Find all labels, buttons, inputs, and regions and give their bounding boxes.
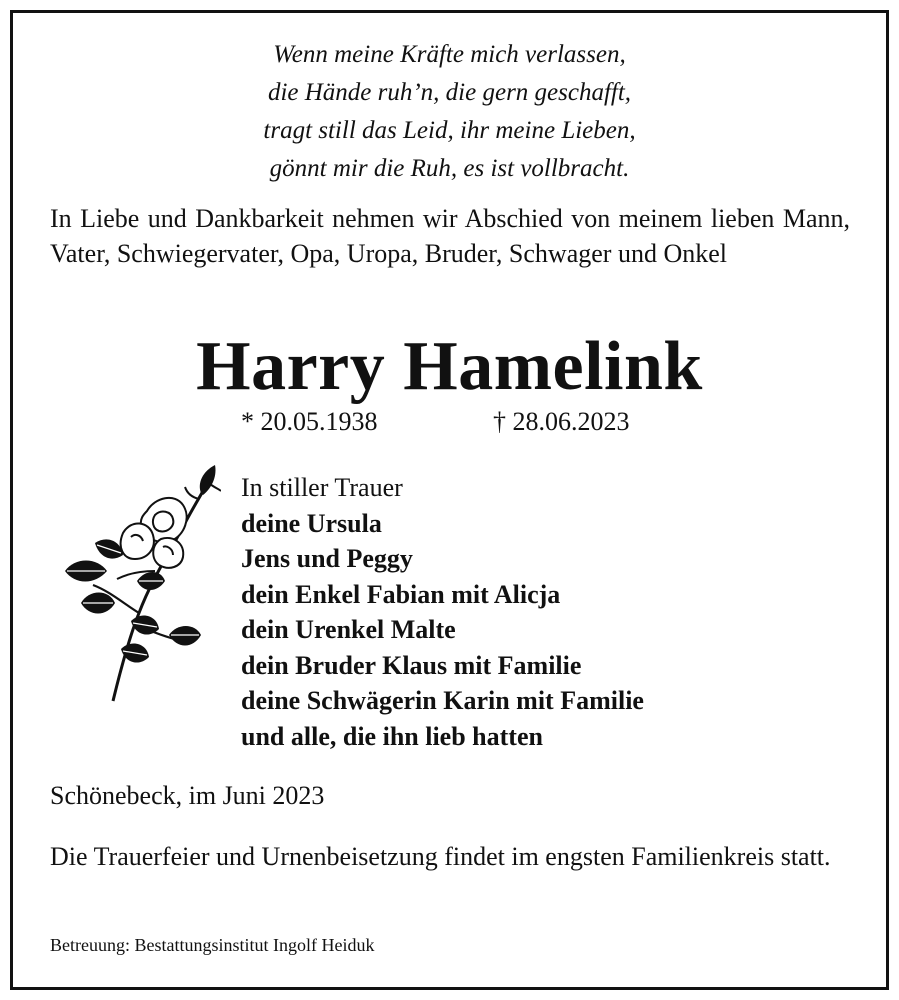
- mourner: dein Urenkel Malte: [241, 615, 456, 644]
- mourner: dein Enkel Fabian mit Alicja: [241, 579, 561, 609]
- obituary-notice: [10, 10, 889, 990]
- death-date: † 28.06.2023: [493, 407, 630, 436]
- mourner: dein Bruder Klaus mit Familie: [241, 650, 582, 680]
- mourners-list: [241, 470, 644, 754]
- poem-line: tragt still das Leid, ihr meine Lieben,: [263, 117, 636, 144]
- mourner: und alle, die ihn lieb hatten: [241, 721, 543, 751]
- mourner: Jens und Peggy: [241, 544, 413, 573]
- farewell-text: In Liebe und Dankbarkeit nehmen wir Abschied von meinem lieben Mann, Vater, Schwiegervater, Opa, Uropa, Bruder, Schwager und Onkel: [50, 204, 850, 268]
- birth-date: * 20.05.1938: [241, 407, 378, 436]
- mourner: deine Ursula: [241, 508, 382, 538]
- life-dates: [13, 405, 886, 439]
- poem-line: die Hände ruh’n, die gern geschafft,: [267, 79, 632, 106]
- poem-line: gönnt mir die Ruh, es ist vollbracht.: [269, 155, 630, 182]
- poem: [13, 36, 886, 188]
- rose-branch-icon: [51, 453, 221, 703]
- mourning-lead: In stiller Trauer: [241, 473, 403, 502]
- deceased-name: Harry Hamelink: [196, 328, 703, 405]
- place-and-date: Schönebeck, im Juni 2023: [50, 781, 325, 810]
- undertaker-credit: Betreuung: Bestattungsinstitut Ingolf Heiduk: [50, 935, 375, 955]
- funeral-note: Die Trauerfeier und Urnenbeisetzung findet im engsten Familienkreis statt.: [50, 842, 831, 871]
- mourner: deine Schwägerin Karin mit Familie: [241, 686, 644, 715]
- poem-line: Wenn meine Kräfte mich verlassen,: [273, 41, 626, 68]
